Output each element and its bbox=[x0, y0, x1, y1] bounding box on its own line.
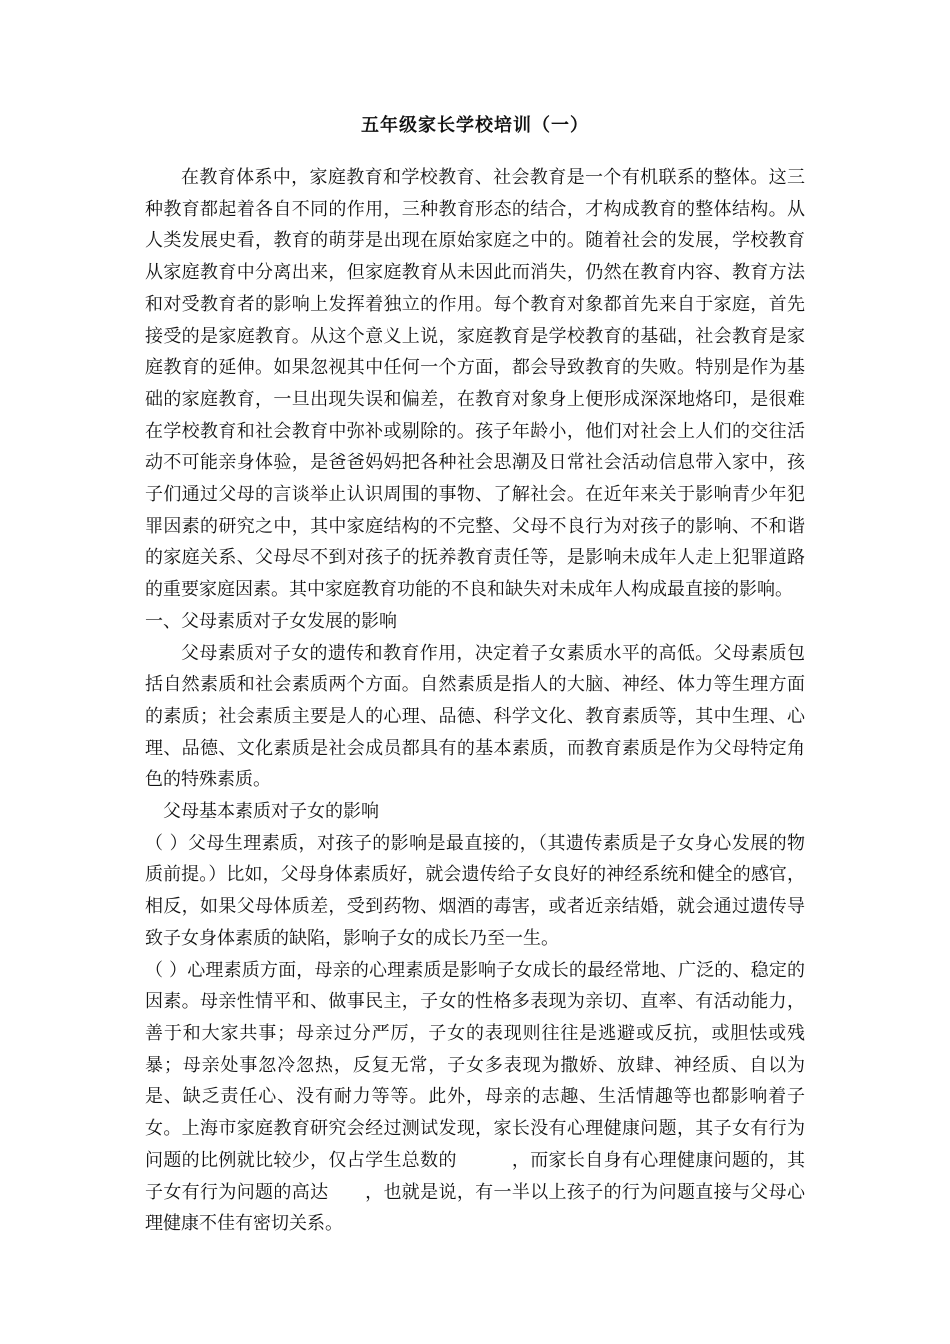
section-1-paragraph: 父母素质对子女的遗传和教育作用，决定着子女素质水平的高低。父母素质包括自然素质和社会素质两个方面。自然素质是指人的大脑、神经、体力等生理方面的素质；社会素质主要是人的心理、品德、科学文化、教育素质等，其中生理、心理、品德、文化素质是社会成员都具有的基本素质，而教育素质是作为父母特定角色的特殊素质。 bbox=[145, 642, 805, 791]
item-2-paragraph: （ ）心理素质方面，母亲的心理素质是影响子女成长的最经常地、广泛的、稳定的因素。母亲性情平和、做事民主，子女的性格多表现为亲切、直率、有活动能力，善于和大家共事；母亲过分严厉，子女的表现则往往是逃避或反抗，或胆怯或残暴；母亲处事忽冷忽热，反复无常，子女多表现为撒娇、放肆、神经质、自以为是、缺乏责任心、没有耐力等等。此外，母亲的志趣、生活情趣等也都影响着子女。上海市家庭教育研究会经过测试发现，家长没有心理健康问题，其子女有行为问题的比例就比较少，仅占学生总数的 ，而家长自身有心理健康问题的，其子女有行为问题的高达 ，也就是说，有一半以上孩子的行为问题直接与父母心理健康不佳有密切关系。 bbox=[145, 959, 805, 1235]
document-page bbox=[145, 112, 805, 1240]
subsection-heading: 父母基本素质对子女的影响 bbox=[163, 801, 379, 823]
document-title: 五年级家长学校培训（一） bbox=[361, 115, 589, 136]
section-heading-1: 一、父母素质对子女发展的影响 bbox=[145, 610, 397, 632]
item-1-paragraph: （ ）父母生理素质，对孩子的影响是最直接的，（其遗传素质是子女身心发展的物质前提。）比如，父母身体素质好，就会遗传给子女良好的神经系统和健全的感官，相反，如果父母体质差，受到药物、烟酒的毒害，或者近亲结婚，就会通过遗传导致子女身体素质的缺陷，影响子女的成长乃至一生。 bbox=[145, 832, 805, 949]
intro-paragraph: 在教育体系中，家庭教育和学校教育、社会教育是一个有机联系的整体。这三种教育都起着各自不同的作用，三种教育形态的结合，才构成教育的整体结构。从人类发展史看，教育的萌芽是出现在原始家庭之中的。随着社会的发展，学校教育从家庭教育中分离出来，但家庭教育从未因此而消失，仍然在教育内容、教育方法和对受教育者的影响上发挥着独立的作用。每个教育对象都首先来自于家庭，首先接受的是家庭教育。从这个意义上说，家庭教育是学校教育的基础，社会教育是家庭教育的延伸。如果忽视其中任何一个方面，都会导致教育的失败。特别是作为基础的家庭教育，一旦出现失误和偏差，在教育对象身上便形成深深地烙印，是很难在学校教育和社会教育中弥补或剔除的。孩子年龄小，他们对社会上人们的交往活动不可能亲身体验，是爸爸妈妈把各种社会思潮及日常社会活动信息带入家中，孩子们通过父母的言谈举止认识周围的事物、了解社会。在近年来关于影响青少年犯罪因素的研究之中，其中家庭结构的不完整、父母不良行为对孩子的影响、不和谐的家庭关系、父母尽不到对孩子的抚养教育责任等，是影响未成年人走上犯罪道路的重要家庭因素。其中家庭教育功能的不良和缺失对未成年人构成最直接的影响。 bbox=[145, 167, 805, 601]
